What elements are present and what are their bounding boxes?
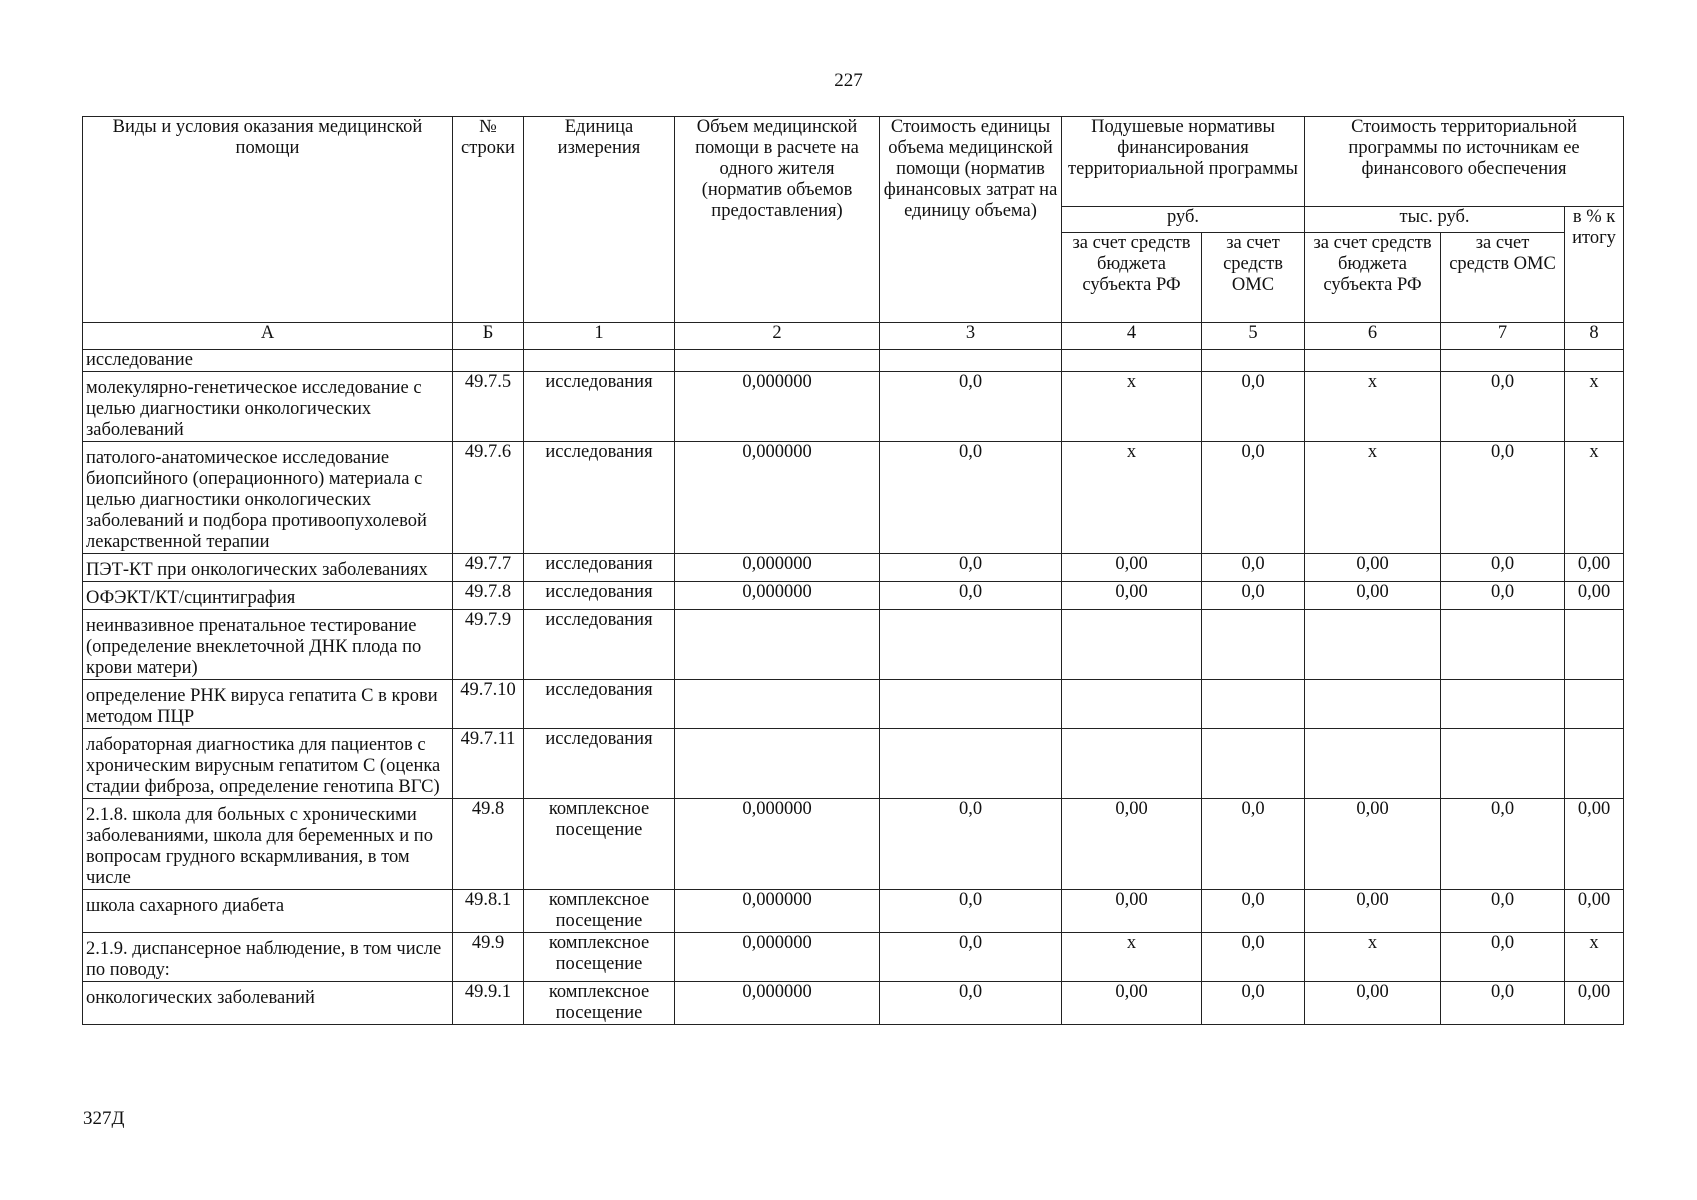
row-number: 49.7.9 xyxy=(453,610,524,680)
table-row xyxy=(83,372,1624,442)
header-col-7: за счет средств ОМС xyxy=(1441,233,1565,323)
cell-unit-cost: 0,0 xyxy=(880,442,1062,554)
table-row xyxy=(83,610,1624,680)
row-name: ПЭТ-КТ при онкологических заболеваниях xyxy=(83,554,453,582)
index-cell: А xyxy=(83,323,453,350)
cell-volume: 0,000000 xyxy=(675,554,880,582)
cell-unit-cost xyxy=(880,680,1062,729)
cell-cost-budget: х xyxy=(1305,442,1441,554)
cell-percapita-oms: 0,0 xyxy=(1202,933,1305,982)
row-unit: исследования xyxy=(524,729,675,799)
header-group-per-capita: Подушевые нормативы финансирования территориальной программы xyxy=(1062,117,1305,207)
table-row xyxy=(83,680,1624,729)
row-number: 49.7.8 xyxy=(453,582,524,610)
row-unit: комплексное посещение xyxy=(524,933,675,982)
table-row xyxy=(83,982,1624,1025)
row-name: молекулярно-генетическое исследование с целью диагностики онкологических заболеваний xyxy=(83,372,453,442)
cell-unit-cost: 0,0 xyxy=(880,933,1062,982)
row-unit: исследования xyxy=(524,582,675,610)
cell-cost-oms xyxy=(1441,729,1565,799)
row-unit: комплексное посещение xyxy=(524,982,675,1025)
cell-cost-oms: 0,0 xyxy=(1441,982,1565,1025)
cell-percapita-budget: х xyxy=(1062,372,1202,442)
cell-unit-cost: 0,0 xyxy=(880,982,1062,1025)
index-cell: 8 xyxy=(1565,323,1624,350)
row-number: 49.7.5 xyxy=(453,372,524,442)
row-name: определение РНК вируса гепатита С в крови методом ПЦР xyxy=(83,680,453,729)
cell-unit-cost: 0,0 xyxy=(880,582,1062,610)
continuation-row xyxy=(83,350,1624,372)
cell-cost-budget: 0,00 xyxy=(1305,554,1441,582)
row-unit: исследования xyxy=(524,610,675,680)
row-unit: исследования xyxy=(524,554,675,582)
cell-cost-budget xyxy=(1305,729,1441,799)
cell-percapita-budget xyxy=(1062,729,1202,799)
cell-percapita-oms: 0,0 xyxy=(1202,582,1305,610)
index-cell: 7 xyxy=(1441,323,1565,350)
cell-percapita-oms: 0,0 xyxy=(1202,554,1305,582)
cell-percent-total: 0,00 xyxy=(1565,890,1624,933)
index-cell: 6 xyxy=(1305,323,1441,350)
cell-percent-total: 0,00 xyxy=(1565,582,1624,610)
cell-cost-budget: 0,00 xyxy=(1305,799,1441,890)
header-col-3: Стоимость единицы объема медицинской помощи (норматив финансовых затрат на единицу объема) xyxy=(880,117,1062,323)
cell-cost-oms: 0,0 xyxy=(1441,554,1565,582)
cell-unit-cost xyxy=(880,610,1062,680)
cell-percapita-oms xyxy=(1202,610,1305,680)
cell-percent-total: 0,00 xyxy=(1565,554,1624,582)
index-cell: 1 xyxy=(524,323,675,350)
cell-cost-oms xyxy=(1441,610,1565,680)
cell-cost-budget xyxy=(1305,610,1441,680)
page-number: 227 xyxy=(834,70,863,91)
cell-percent-total xyxy=(1565,610,1624,680)
header-unit-rub: руб. xyxy=(1062,207,1305,233)
cell-cost-budget: 0,00 xyxy=(1305,982,1441,1025)
row-number: 49.7.6 xyxy=(453,442,524,554)
row-name: онкологических заболеваний xyxy=(83,982,453,1025)
table-row xyxy=(83,582,1624,610)
cell-percent-total xyxy=(1565,680,1624,729)
row-name: неинвазивное пренатальное тестирование (определение внеклеточной ДНК плода по крови матери) xyxy=(83,610,453,680)
index-cell: 2 xyxy=(675,323,880,350)
row-name: ОФЭКТ/КТ/сцинтиграфия xyxy=(83,582,453,610)
header-col-5: за счет средств ОМС xyxy=(1202,233,1305,323)
cell-unit-cost: 0,0 xyxy=(880,372,1062,442)
cell-volume: 0,000000 xyxy=(675,582,880,610)
cell-cost-budget: х xyxy=(1305,933,1441,982)
header-unit-thousand-rub: тыс. руб. xyxy=(1305,207,1565,233)
header-col-4: за счет средств бюджета субъекта РФ xyxy=(1062,233,1202,323)
index-cell: 4 xyxy=(1062,323,1202,350)
cell-volume: 0,000000 xyxy=(675,442,880,554)
cell-cost-oms: 0,0 xyxy=(1441,582,1565,610)
cell-percent-total: 0,00 xyxy=(1565,982,1624,1025)
row-name: школа сахарного диабета xyxy=(83,890,453,933)
cell-unit-cost: 0,0 xyxy=(880,890,1062,933)
row-name: 2.1.9. диспансерное наблюдение, в том числе по поводу: xyxy=(83,933,453,982)
cell-unit-cost: 0,0 xyxy=(880,799,1062,890)
cell-percapita-oms xyxy=(1202,729,1305,799)
cell-percapita-budget xyxy=(1062,680,1202,729)
row-unit: исследования xyxy=(524,680,675,729)
cell-cost-oms: 0,0 xyxy=(1441,372,1565,442)
cell-percapita-oms: 0,0 xyxy=(1202,890,1305,933)
row-number: 49.8 xyxy=(453,799,524,890)
cell-percapita-budget: 0,00 xyxy=(1062,982,1202,1025)
cell-percapita-budget: х xyxy=(1062,442,1202,554)
row-name: лабораторная диагностика для пациентов с хроническим вирусным гепатитом С (оценка стадии фиброза, определение генотипа ВГС) xyxy=(83,729,453,799)
cell-percapita-budget: 0,00 xyxy=(1062,582,1202,610)
cell-percent-total: х xyxy=(1565,372,1624,442)
cell-cost-oms: 0,0 xyxy=(1441,933,1565,982)
table-row xyxy=(83,554,1624,582)
cell-volume: 0,000000 xyxy=(675,799,880,890)
index-cell: 3 xyxy=(880,323,1062,350)
row-number: 49.8.1 xyxy=(453,890,524,933)
cell-percapita-budget xyxy=(1062,610,1202,680)
header-col-b: № строки xyxy=(453,117,524,323)
cell-unit-cost xyxy=(880,729,1062,799)
table-row xyxy=(83,729,1624,799)
cell-percapita-oms: 0,0 xyxy=(1202,982,1305,1025)
header-col-2: Объем медицинской помощи в расчете на одного жителя (норматив объемов предоставления) xyxy=(675,117,880,323)
financing-table xyxy=(82,116,1624,1025)
cell-cost-budget: 0,00 xyxy=(1305,582,1441,610)
cell-volume xyxy=(675,610,880,680)
cell-volume xyxy=(675,729,880,799)
footer-code: 327Д xyxy=(83,1108,125,1129)
table-row xyxy=(83,799,1624,890)
row-unit: комплексное посещение xyxy=(524,890,675,933)
cell-volume xyxy=(675,680,880,729)
header-col-1: Единица измерения xyxy=(524,117,675,323)
cell-cost-oms: 0,0 xyxy=(1441,890,1565,933)
cell-percapita-budget: 0,00 xyxy=(1062,890,1202,933)
cell-percent-total: х xyxy=(1565,442,1624,554)
cell-volume: 0,000000 xyxy=(675,890,880,933)
table-row xyxy=(83,890,1624,933)
table-body xyxy=(83,350,1624,1025)
row-name: патолого-анатомическое исследование биопсийного (операционного) материала с целью диагностики онкологических заболеваний и подбора противоопухолевой лекарственной терапии xyxy=(83,442,453,554)
cell-cost-budget: х xyxy=(1305,372,1441,442)
cell-percent-total xyxy=(1565,729,1624,799)
cell-percent-total: 0,00 xyxy=(1565,799,1624,890)
row-name: 2.1.8. школа для больных с хроническими заболеваниями, школа для беременных и по вопросам грудного вскармливания, в том числе xyxy=(83,799,453,890)
cell-percapita-oms xyxy=(1202,680,1305,729)
index-cell: 5 xyxy=(1202,323,1305,350)
header-col-8: в % к итогу xyxy=(1565,207,1624,323)
row-number: 49.9 xyxy=(453,933,524,982)
cell-cost-budget xyxy=(1305,680,1441,729)
row-unit: комплексное посещение xyxy=(524,799,675,890)
cell-percapita-oms: 0,0 xyxy=(1202,442,1305,554)
row-number: 49.7.7 xyxy=(453,554,524,582)
row-number: 49.7.11 xyxy=(453,729,524,799)
table-header xyxy=(83,117,1624,350)
row-unit: исследования xyxy=(524,372,675,442)
cell-percent-total: х xyxy=(1565,933,1624,982)
header-col-6: за счет средств бюджета субъекта РФ xyxy=(1305,233,1441,323)
cell-percapita-oms: 0,0 xyxy=(1202,372,1305,442)
index-cell: Б xyxy=(453,323,524,350)
cell-volume: 0,000000 xyxy=(675,372,880,442)
continuation-text: исследование xyxy=(83,350,453,372)
row-unit: исследования xyxy=(524,442,675,554)
row-number: 49.7.10 xyxy=(453,680,524,729)
cell-volume: 0,000000 xyxy=(675,933,880,982)
cell-percapita-budget: 0,00 xyxy=(1062,799,1202,890)
header-group-program-cost: Стоимость территориальной программы по источникам ее финансового обеспечения xyxy=(1305,117,1624,207)
cell-cost-oms: 0,0 xyxy=(1441,799,1565,890)
cell-percapita-budget: х xyxy=(1062,933,1202,982)
table-row xyxy=(83,933,1624,982)
cell-percapita-oms: 0,0 xyxy=(1202,799,1305,890)
header-col-a: Виды и условия оказания медицинской помощи xyxy=(83,117,453,323)
column-index-row xyxy=(83,323,1624,350)
cell-cost-budget: 0,00 xyxy=(1305,890,1441,933)
cell-unit-cost: 0,0 xyxy=(880,554,1062,582)
cell-volume: 0,000000 xyxy=(675,982,880,1025)
cell-cost-oms: 0,0 xyxy=(1441,442,1565,554)
table-row xyxy=(83,442,1624,554)
cell-cost-oms xyxy=(1441,680,1565,729)
cell-percapita-budget: 0,00 xyxy=(1062,554,1202,582)
row-number: 49.9.1 xyxy=(453,982,524,1025)
